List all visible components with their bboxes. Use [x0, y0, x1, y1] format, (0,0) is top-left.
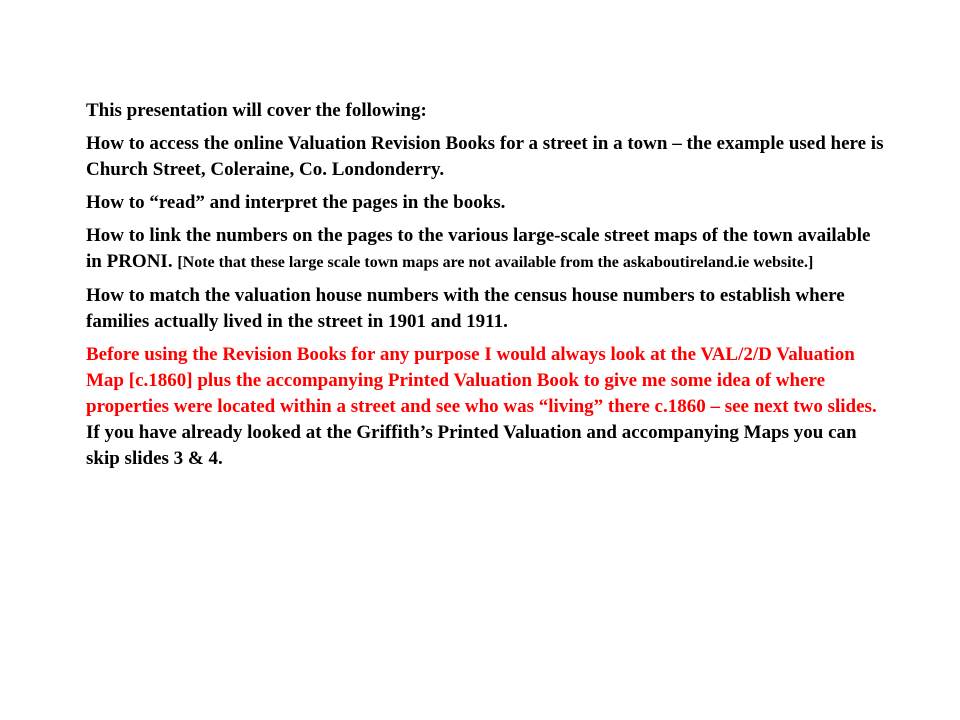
advice-red-text: Before using the Revision Books for any purpose I would always look at the VAL/2/D Valuation Map [c.1860] plus the accompanying Printed Valuation Book to give me some idea of where properties were located within a street and see who was “living” there c.1860 – see next two slides. — [86, 344, 877, 417]
item-access-revision-books: How to access the online Valuation Revision Books for a street in a town – the example used here is Church Street, Coleraine, Co. Londonderry. — [86, 133, 884, 180]
item-link-maps-text: How to link the numbers on the pages to the various large-scale street maps of the town available in PRONI. — [86, 225, 871, 272]
advice-black-text: If you have already looked at the Griffith’s Printed Valuation and accompanying Maps you can skip slides 3 & 4. — [86, 422, 857, 469]
item-link-maps-note: [Note that these large scale town maps are not available from the askaboutireland.ie website.] — [177, 254, 814, 271]
intro-text: This presentation will cover the following: — [86, 100, 427, 121]
advice-paragraph — [86, 342, 886, 472]
item-match-census: How to match the valuation house numbers with the census house numbers to establish where families actually lived in the street in 1901 and 1911. — [86, 285, 845, 332]
slide-body — [86, 98, 886, 479]
item-read-pages: How to “read” and interpret the pages in the books. — [86, 192, 506, 213]
item-link-maps — [86, 223, 886, 276]
